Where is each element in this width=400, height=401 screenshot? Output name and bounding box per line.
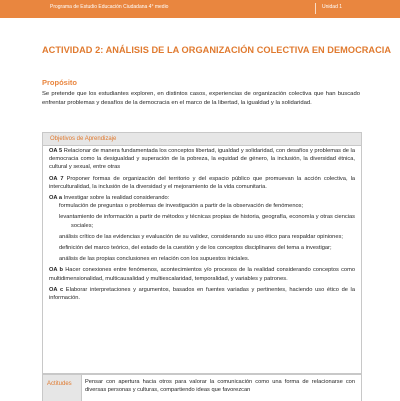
objectives-header xyxy=(43,133,361,146)
oa7-text: Proponer formas de organización del territorio y del espacio público que promuevan la acción colectiva, la interculturalidad, la inclusión de la diversidad y el mejoramiento de la vida comunitaria. xyxy=(49,175,355,190)
oaa-paragraph xyxy=(49,194,355,202)
purpose-text: Se pretende que los estudiantes exploren, en distintos casos, experiencias de organización colectiva que han buscado enfrentar problemas y desafíos de la democracia en el marco de la libertad, la igualdad y la solidaridad. xyxy=(42,91,360,107)
oac-paragraph xyxy=(49,286,355,302)
objectives-box xyxy=(42,132,362,374)
oaa-item: levantamiento de información a partir de métodos y técnicas propias de historia, geografía, economía y otras ciencias sociales; xyxy=(59,214,355,229)
oab-text: Hacer conexiones entre fenómenos, acontecimientos y/o procesos de la realidad considerando conceptos como multidimensionalidad, multicausalidad y multiescalaridad, temporalidad, y variables y patrones. xyxy=(49,267,355,282)
objectives-content xyxy=(49,147,355,305)
oa5-text: Relacionar de manera fundamentada los conceptos libertad, igualdad y solidaridad, con desafíos y problemas de la democracia como la desigualdad y superación de la pobreza, la equidad de género, la inclusión, la diversidad étnica, cultural y sexual, entre otras xyxy=(49,148,355,171)
oa5-paragraph xyxy=(49,147,355,172)
oa7-code: OA 7 xyxy=(49,175,64,182)
oaa-item: análisis crítico de las evidencias y evaluación de su validez, considerando su uso ético para respaldar opiniones; xyxy=(59,233,343,240)
oac-text: Elaborar interpretaciones y argumentos, basados en fuentes variadas y pertinentes, haciendo uso ético de la información. xyxy=(49,286,355,302)
attitudes-text: Pensar con apertura hacia otros para valorar la comunicación como una forma de relacionarse con diversas personas y culturas, compartiendo ideas que favorezcan xyxy=(85,379,355,394)
oab-paragraph xyxy=(49,266,355,282)
purpose-heading: Propósito xyxy=(42,78,77,87)
oab-code: OA b xyxy=(49,267,63,274)
document-header xyxy=(0,0,400,46)
oac-code: OA c xyxy=(49,286,64,293)
oaa-text: Investigar sobre la realidad considerando: xyxy=(62,195,170,202)
oaa-code: OA a xyxy=(49,195,63,202)
header-divider xyxy=(315,3,316,14)
oaa-item: análisis de las propias conclusiones en relación con los supuestos iniciales. xyxy=(59,256,250,263)
oa7-paragraph xyxy=(49,175,355,191)
attitudes-box xyxy=(42,374,362,401)
activity-title: ACTIVIDAD 2: ANÁLISIS DE LA ORGANIZACIÓN COLECTIVA EN DEMOCRACIA xyxy=(42,45,392,55)
oaa-item: definición del marco teórico, del estado de la cuestión y de los conceptos disciplinares del tema a investigar; xyxy=(59,245,332,252)
attitudes-header xyxy=(43,375,82,401)
oaa-item: formulación de preguntas o problemas de investigación a partir de la observación de fenómenos; xyxy=(59,203,304,210)
attitudes-label: Actitudes xyxy=(47,381,72,387)
objectives-label: Objetivos de Aprendizaje xyxy=(50,136,117,142)
program-name: Programa de Estudio Educación Ciudadana 4° medio xyxy=(50,4,169,10)
unit-label: Unidad 1 xyxy=(322,4,343,10)
oa5-code: OA 5 xyxy=(49,148,63,154)
